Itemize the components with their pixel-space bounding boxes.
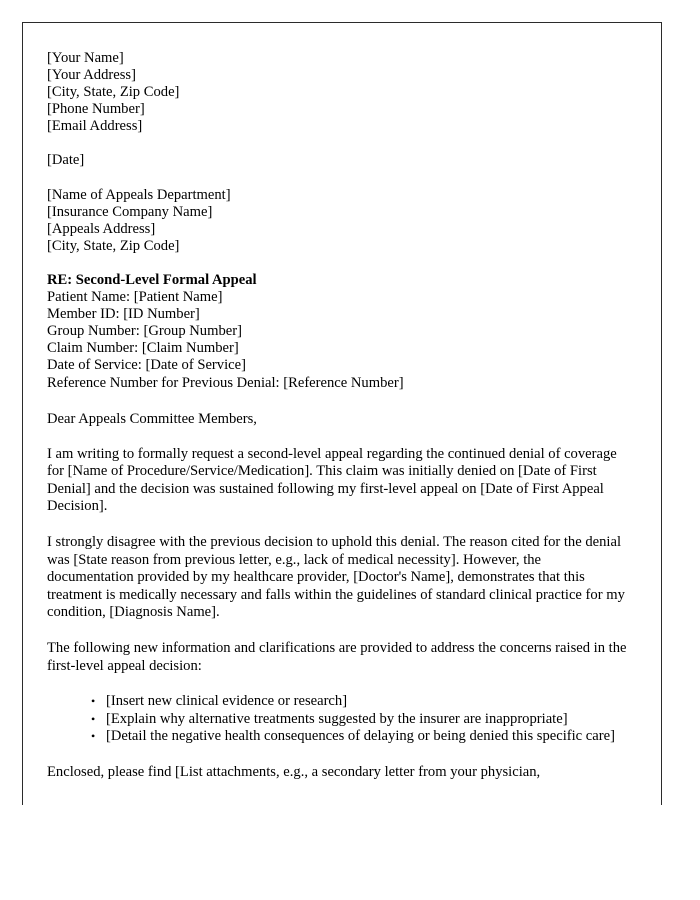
date-line: [Date] — [47, 152, 85, 169]
subject-line: RE: Second-Level Formal Appeal — [47, 271, 257, 288]
recipient-company: [Insurance Company Name] — [47, 203, 213, 220]
claim-detail-claim-number: Claim Number: [Claim Number] — [47, 340, 239, 357]
sender-street: [Your Address] — [47, 67, 136, 84]
claim-detail-member-id: Member ID: [ID Number] — [47, 306, 200, 323]
list-item: • [Detail the negative health consequences of delaying or being denied this specific care] — [91, 728, 629, 746]
spacer — [47, 516, 629, 534]
list-item: • [Insert new clinical evidence or research] — [91, 693, 629, 711]
new-information-list — [47, 693, 629, 746]
spacer — [47, 428, 629, 446]
spacer — [47, 746, 629, 764]
claim-detail-patient-name: Patient Name: [Patient Name] — [47, 289, 223, 306]
recipient-department: [Name of Appeals Department] — [47, 186, 231, 203]
sender-email: [Email Address] — [47, 118, 143, 135]
claim-detail-reference-number: Reference Number for Previous Denial: [Reference Number] — [47, 374, 404, 391]
letter-body — [47, 50, 629, 782]
body-paragraph-3: The following new information and clarifications are provided to address the concerns raised in the first-level appeal decision: — [47, 640, 627, 674]
recipient-city-state-zip: [City, State, Zip Code] — [47, 237, 180, 254]
body-paragraph-4: Enclosed, please find [List attachments, e.g., a secondary letter from your physician, — [47, 764, 541, 780]
sender-address-block — [47, 50, 629, 135]
claim-detail-date-of-service: Date of Service: [Date of Service] — [47, 357, 246, 374]
sender-phone: [Phone Number] — [47, 101, 145, 118]
list-item: • [Explain why alternative treatments suggested by the insurer are inappropriate] — [91, 711, 629, 729]
claim-detail-group-number: Group Number: [Group Number] — [47, 323, 242, 340]
claim-details-block — [47, 289, 629, 392]
recipient-address-block — [47, 187, 629, 255]
letter-page — [22, 22, 662, 805]
body-paragraph-2: I strongly disagree with the previous decision to uphold this denial. The reason cited for the denial was [State reason from previous letter, e.g., lack of medical necessity]. However, the documentation provided by my healthcare provider, [Doctor's Name], demonstrates that this treatment is medically necessary and falls within the guidelines of standard clinical practice for my condition, [Diagnosis Name]. — [47, 534, 625, 621]
spacer — [47, 675, 629, 693]
sender-name: [Your Name] — [47, 50, 124, 66]
spacer — [47, 622, 629, 640]
spacer — [47, 170, 629, 187]
spacer — [47, 392, 629, 411]
spacer — [47, 255, 629, 272]
body-paragraph-1: I am writing to formally request a second-level appeal regarding the continued denial of coverage for [Name of Procedure/Service/Medication]. This claim was initially denied on [Date of First Denial] and the decision was sustained following my first-level appeal on [Date of First Appeal Decision]. — [47, 445, 617, 515]
salutation: Dear Appeals Committee Members, — [47, 410, 257, 427]
spacer — [47, 135, 629, 152]
sender-city-state-zip: [City, State, Zip Code] — [47, 84, 180, 101]
recipient-street: [Appeals Address] — [47, 220, 156, 237]
